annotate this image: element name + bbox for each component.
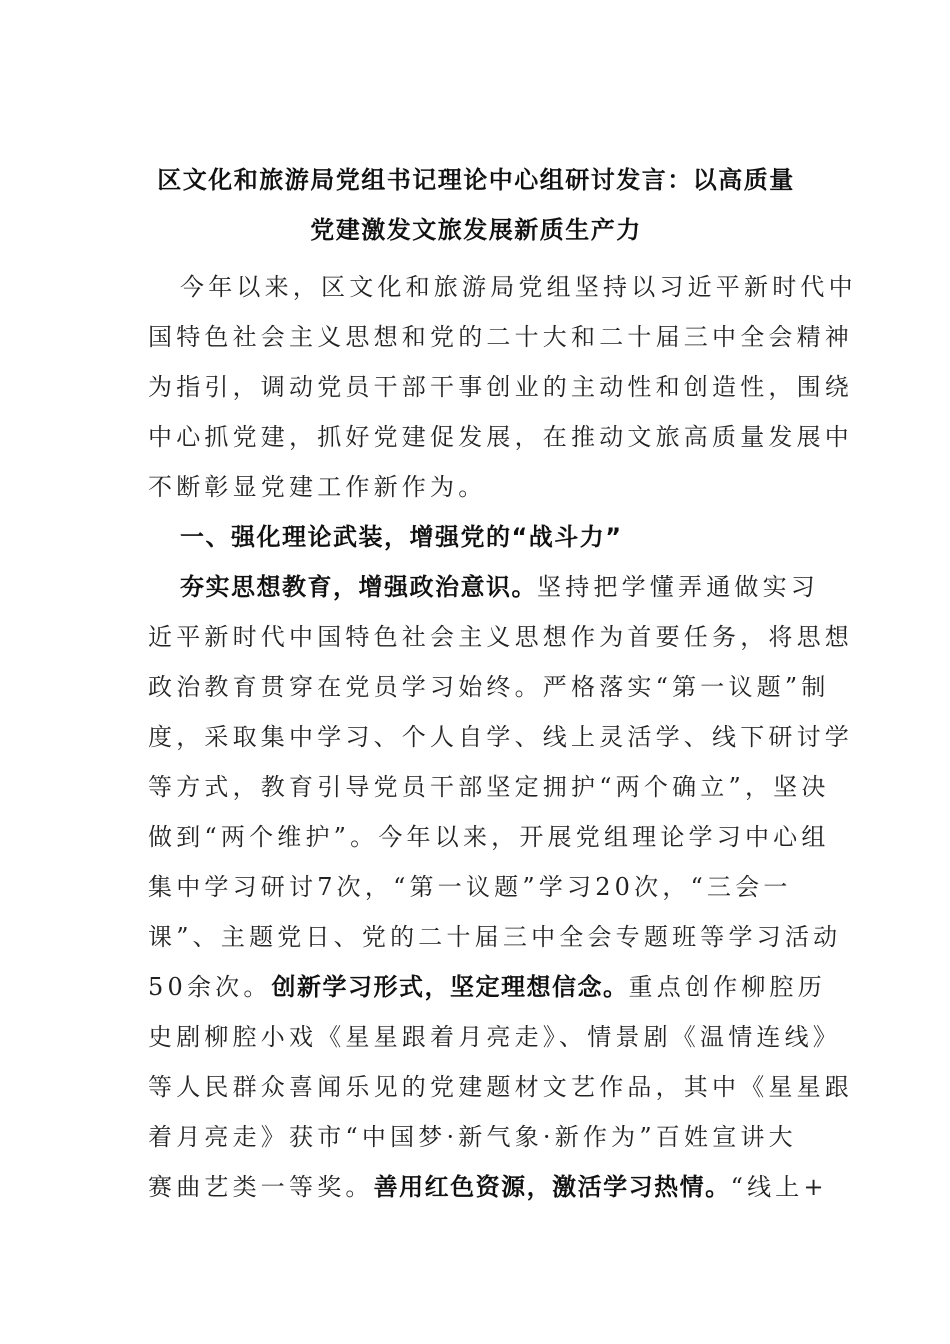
intro-line: 今年以来，区文化和旅游局党组坚持以习近平新时代中 bbox=[180, 273, 857, 301]
paragraph-text: 赛曲艺类一等奖。 bbox=[148, 1173, 374, 1201]
section-heading: 一、强化理论武装，增强党的“战斗力” bbox=[180, 523, 623, 551]
paragraph-line: 史剧柳腔小戏《星星跟着月亮走》、情景剧《温情连线》 bbox=[148, 1023, 841, 1051]
paragraph-line: 集中学习研讨7次，“第一议题”学习20次，“三会一 bbox=[148, 873, 792, 901]
paragraph-line: 做到“两个维护”。今年以来，开展党组理论学习中心组 bbox=[148, 823, 830, 851]
intro-line: 国特色社会主义思想和党的二十大和二十届三中全会精神 bbox=[148, 323, 853, 351]
paragraph-line: 近平新时代中国特色社会主义思想作为首要任务，将思想 bbox=[148, 623, 853, 651]
intro-line: 不断彰显党建工作新作为。 bbox=[148, 473, 487, 501]
bold-lead-phrase: 夯实思想教育，增强政治意识。 bbox=[180, 573, 537, 601]
bold-lead-phrase: 创新学习形式，坚定理想信念。 bbox=[271, 973, 629, 1001]
paragraph-line: 等人民群众喜闻乐见的党建题材文艺作品，其中《星星跟 bbox=[148, 1073, 853, 1101]
paragraph-line bbox=[148, 972, 826, 1002]
bold-lead-phrase: 善用红色资源，激活学习热情。 bbox=[373, 1173, 731, 1201]
paragraph-text: 坚持把学懂弄通做实习 bbox=[537, 573, 819, 601]
intro-line: 为指引，调动党员干部干事创业的主动性和创造性，围绕 bbox=[148, 373, 853, 401]
paragraph-text: 重点创作柳腔历 bbox=[628, 973, 826, 1001]
paragraph-line: 着月亮走》获市“中国梦·新气象·新作为”百姓宣讲大 bbox=[148, 1123, 797, 1151]
intro-line: 中心抓党建，抓好党建促发展，在推动文旅高质量发展中 bbox=[148, 423, 853, 451]
document-title-line-1: 区文化和旅游局党组书记理论中心组研讨发言：以高质量 bbox=[157, 166, 795, 194]
paragraph-text: “线上+ bbox=[730, 1173, 828, 1201]
paragraph-line: 课”、主题党日、党的二十届三中全会专题班等学习活动 bbox=[148, 923, 842, 951]
paragraph-text: 50余次。 bbox=[148, 973, 272, 1001]
paragraph-line: 度，采取集中学习、个人自学、线上灵活学、线下研讨学 bbox=[148, 723, 853, 751]
paragraph-line: 政治教育贯穿在党员学习始终。严格落实“第一议题”制 bbox=[148, 673, 830, 701]
paragraph-line: 等方式，教育引导党员干部坚定拥护“两个确立”，坚决 bbox=[148, 773, 830, 801]
document-title-line-2: 党建激发文旅发展新质生产力 bbox=[310, 216, 642, 244]
paragraph-line bbox=[180, 572, 840, 602]
paragraph-line bbox=[148, 1172, 828, 1202]
